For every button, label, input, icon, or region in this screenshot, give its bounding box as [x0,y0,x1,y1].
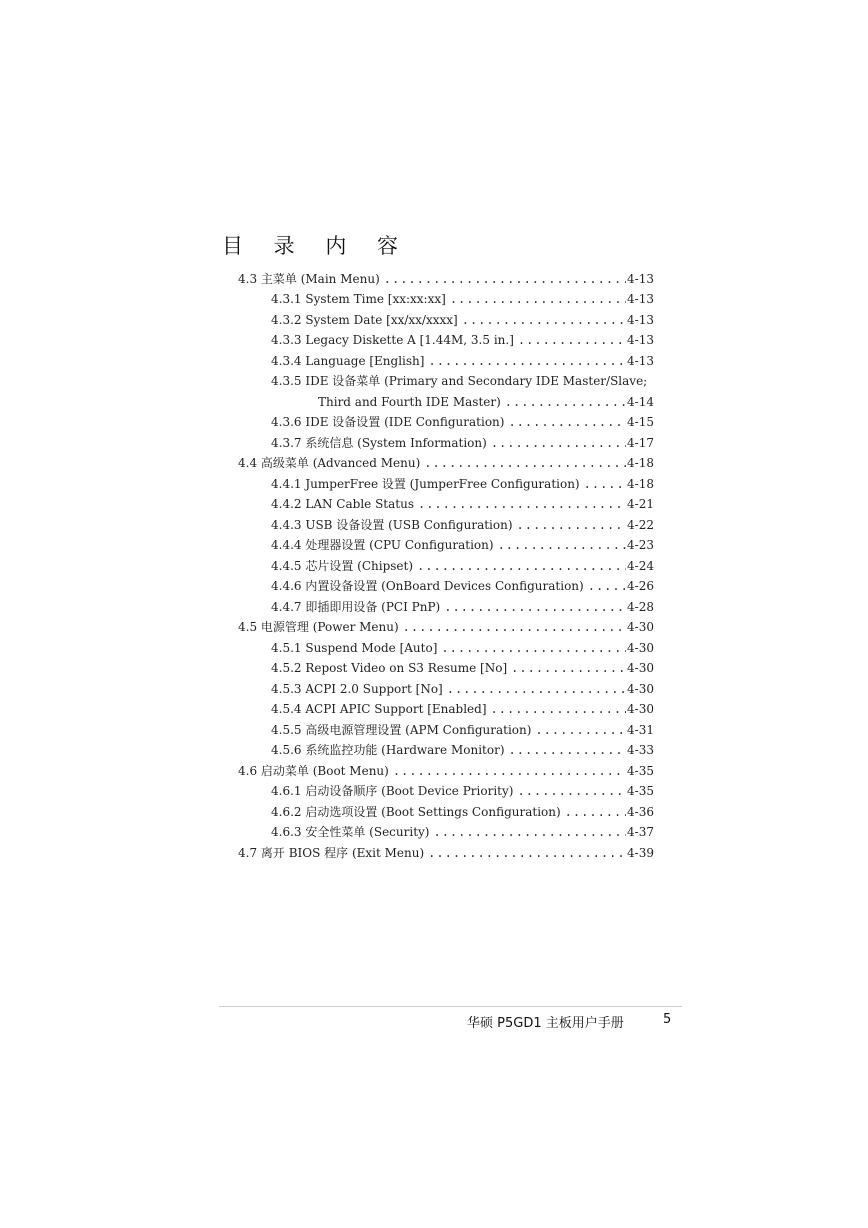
toc-entry-label: 4.5.1 Suspend Mode [Auto] [271,641,438,655]
toc-entry-label: 4.5.4 ACPI APIC Support [Enabled] [271,702,487,716]
dot-leader [588,576,626,596]
footer-page-number: 5 [663,1012,672,1027]
toc-entry[interactable] [238,453,654,473]
dot-leader [447,679,626,699]
toc-entry-page: 4-37 [627,825,654,839]
toc-entry-label: 4.6.2 启动选项设置 (Boot Settings Configuration) [271,805,561,819]
dot-leader [417,556,626,576]
dot-leader [393,761,626,781]
dot-leader [584,474,626,494]
toc-entry-label: 4.5.6 系统监控功能 (Hardware Monitor) [271,743,505,757]
toc-entry[interactable] [271,351,654,371]
page-title: 目 录 内 容 [222,234,411,258]
toc-entry-label: 4.4.5 芯片设置 (Chipset) [271,559,414,573]
toc-entry-label: 4.4.2 LAN Cable Status [271,497,414,511]
toc-entry-page: 4-31 [627,723,654,737]
toc-entry[interactable] [238,617,654,637]
toc-entry-page: 4-13 [627,333,654,347]
footer-manual-title: 华硕 P5GD1 主板用户手册 [467,1016,624,1031]
toc-entry[interactable] [271,515,654,535]
toc-entry[interactable] [271,535,654,555]
toc-entry-label: 4.3.2 System Date [xx/xx/xxxx] [271,313,458,327]
toc-entry[interactable] [271,412,654,432]
toc-entry[interactable] [271,720,654,740]
toc-entry-label: 4.6.1 启动设备顺序 (Boot Device Priority) [271,784,514,798]
dot-leader [433,822,626,842]
toc-entry[interactable] [271,330,654,350]
toc-entry-label: 4.5 电源管理 (Power Menu) [238,620,399,634]
toc-entry-label: 4.3.7 系统信息 (System Information) [271,436,487,450]
toc-entry-page: 4-14 [627,395,654,409]
toc-entry-label: 4.3.1 System Time [xx:xx:xx] [271,292,446,306]
toc-entry-page: 4-30 [627,641,654,655]
dot-leader [509,740,627,760]
toc-entry-label: 4.3.3 Legacy Diskette A [1.44M, 3.5 in.] [271,333,514,347]
dot-leader [505,392,626,412]
toc-entry-page: 4-13 [627,272,654,286]
toc-entry[interactable] [271,289,654,309]
toc-entry-label: 4.4 高级菜单 (Advanced Menu) [238,456,421,470]
toc-entry[interactable] [271,310,654,330]
toc-entry-page: 4-15 [627,415,654,429]
toc-entry-page: 4-30 [627,702,654,716]
dot-leader [444,597,626,617]
toc-entry-label: 4.4.6 内置设备设置 (OnBoard Devices Configuration) [271,579,584,593]
toc-entry-page: 4-33 [627,743,654,757]
dot-leader [535,720,626,740]
toc-entry-page: 4-28 [627,600,654,614]
toc-entry[interactable] [271,597,654,617]
dot-leader [441,638,626,658]
toc-entry-page: 4-30 [627,682,654,696]
toc-entry[interactable] [271,802,654,822]
toc-entry[interactable] [238,269,654,289]
toc-entry[interactable] [271,371,654,391]
toc-entry-page: 4-21 [627,497,654,511]
dot-leader [491,433,626,453]
dot-leader [517,781,626,801]
dot-leader [518,330,626,350]
toc-entry-label: 4.5.5 高级电源管理设置 (APM Configuration) [271,723,532,737]
toc-entry-page: 4-17 [627,436,654,450]
toc-entry[interactable] [271,638,654,658]
toc-entry-label: 4.7 离开 BIOS 程序 (Exit Menu) [238,846,425,860]
dot-leader [424,453,626,473]
dot-leader [384,269,626,289]
toc-entry-label: 4.4.4 处理器设置 (CPU Configuration) [271,538,494,552]
toc-entry[interactable] [238,761,654,781]
dot-leader [428,351,626,371]
dot-leader [403,617,626,637]
toc-entry-page: 4-18 [627,477,654,491]
toc-entry[interactable] [271,822,654,842]
toc-entry-page: 4-26 [627,579,654,593]
dot-leader [517,515,627,535]
dot-leader [462,310,626,330]
dot-leader [511,658,626,678]
toc-entry-page: 4-30 [627,661,654,675]
toc-entry-label: 4.4.7 即插即用设备 (PCI PnP) [271,600,441,614]
toc-entry[interactable] [271,494,654,514]
dot-leader [450,289,626,309]
toc-entry[interactable] [271,740,654,760]
toc-entry-page: 4-36 [627,805,654,819]
toc-entry[interactable] [271,658,654,678]
dot-leader [491,699,627,719]
toc-entry-page: 4-24 [627,559,654,573]
toc-entry-label: 4.3 主菜单 (Main Menu) [238,272,380,286]
toc-entry-label: 4.4.1 JumperFree 设置 (JumperFree Configuration) [271,477,580,491]
toc-entry-label: 4.6.3 安全性菜单 (Security) [271,825,430,839]
toc-entry-page: 4-13 [627,354,654,368]
toc-entry-page: 4-23 [627,538,654,552]
dot-leader [418,494,626,514]
toc-entry[interactable] [271,433,654,453]
toc-entry-label: 4.4.3 USB 设备设置 (USB Configuration) [271,518,513,532]
toc-entry-label: 4.5.3 ACPI 2.0 Support [No] [271,682,443,696]
toc-entry-page: 4-22 [627,518,654,532]
toc-entry-page: 4-35 [627,764,654,778]
toc-entry[interactable] [271,576,654,596]
dot-leader [498,535,626,555]
toc-entry[interactable] [271,556,654,576]
toc-entry[interactable] [271,474,654,494]
dot-leader [565,802,626,822]
toc-entry-page: 4-39 [627,846,654,860]
dot-leader [508,412,626,432]
footer-divider [219,1006,682,1007]
toc-entry[interactable] [318,392,654,412]
toc-entry-page: 4-13 [627,313,654,327]
toc-entry-page: 4-18 [627,456,654,470]
toc-entry-page: 4-13 [627,292,654,306]
toc-entry[interactable] [238,843,654,863]
toc-entry-label: 4.3.4 Language [English] [271,354,425,368]
toc-entry-page: 4-35 [627,784,654,798]
toc-entry-label: 4.5.2 Repost Video on S3 Resume [No] [271,661,508,675]
toc-entry[interactable] [271,679,654,699]
toc-entry-label: 4.3.6 IDE 设备设置 (IDE Configuration) [271,415,505,429]
toc-entry[interactable] [271,699,654,719]
toc-entry[interactable] [271,781,654,801]
toc-entry-label: 4.3.5 IDE 设备菜单 (Primary and Secondary IDE Master/Slave; [271,374,648,388]
dot-leader [428,843,626,863]
toc-entry-page: 4-30 [627,620,654,634]
toc-entry-label: 4.6 启动菜单 (Boot Menu) [238,764,389,778]
toc-entry-label: Third and Fourth IDE Master) [318,395,501,409]
